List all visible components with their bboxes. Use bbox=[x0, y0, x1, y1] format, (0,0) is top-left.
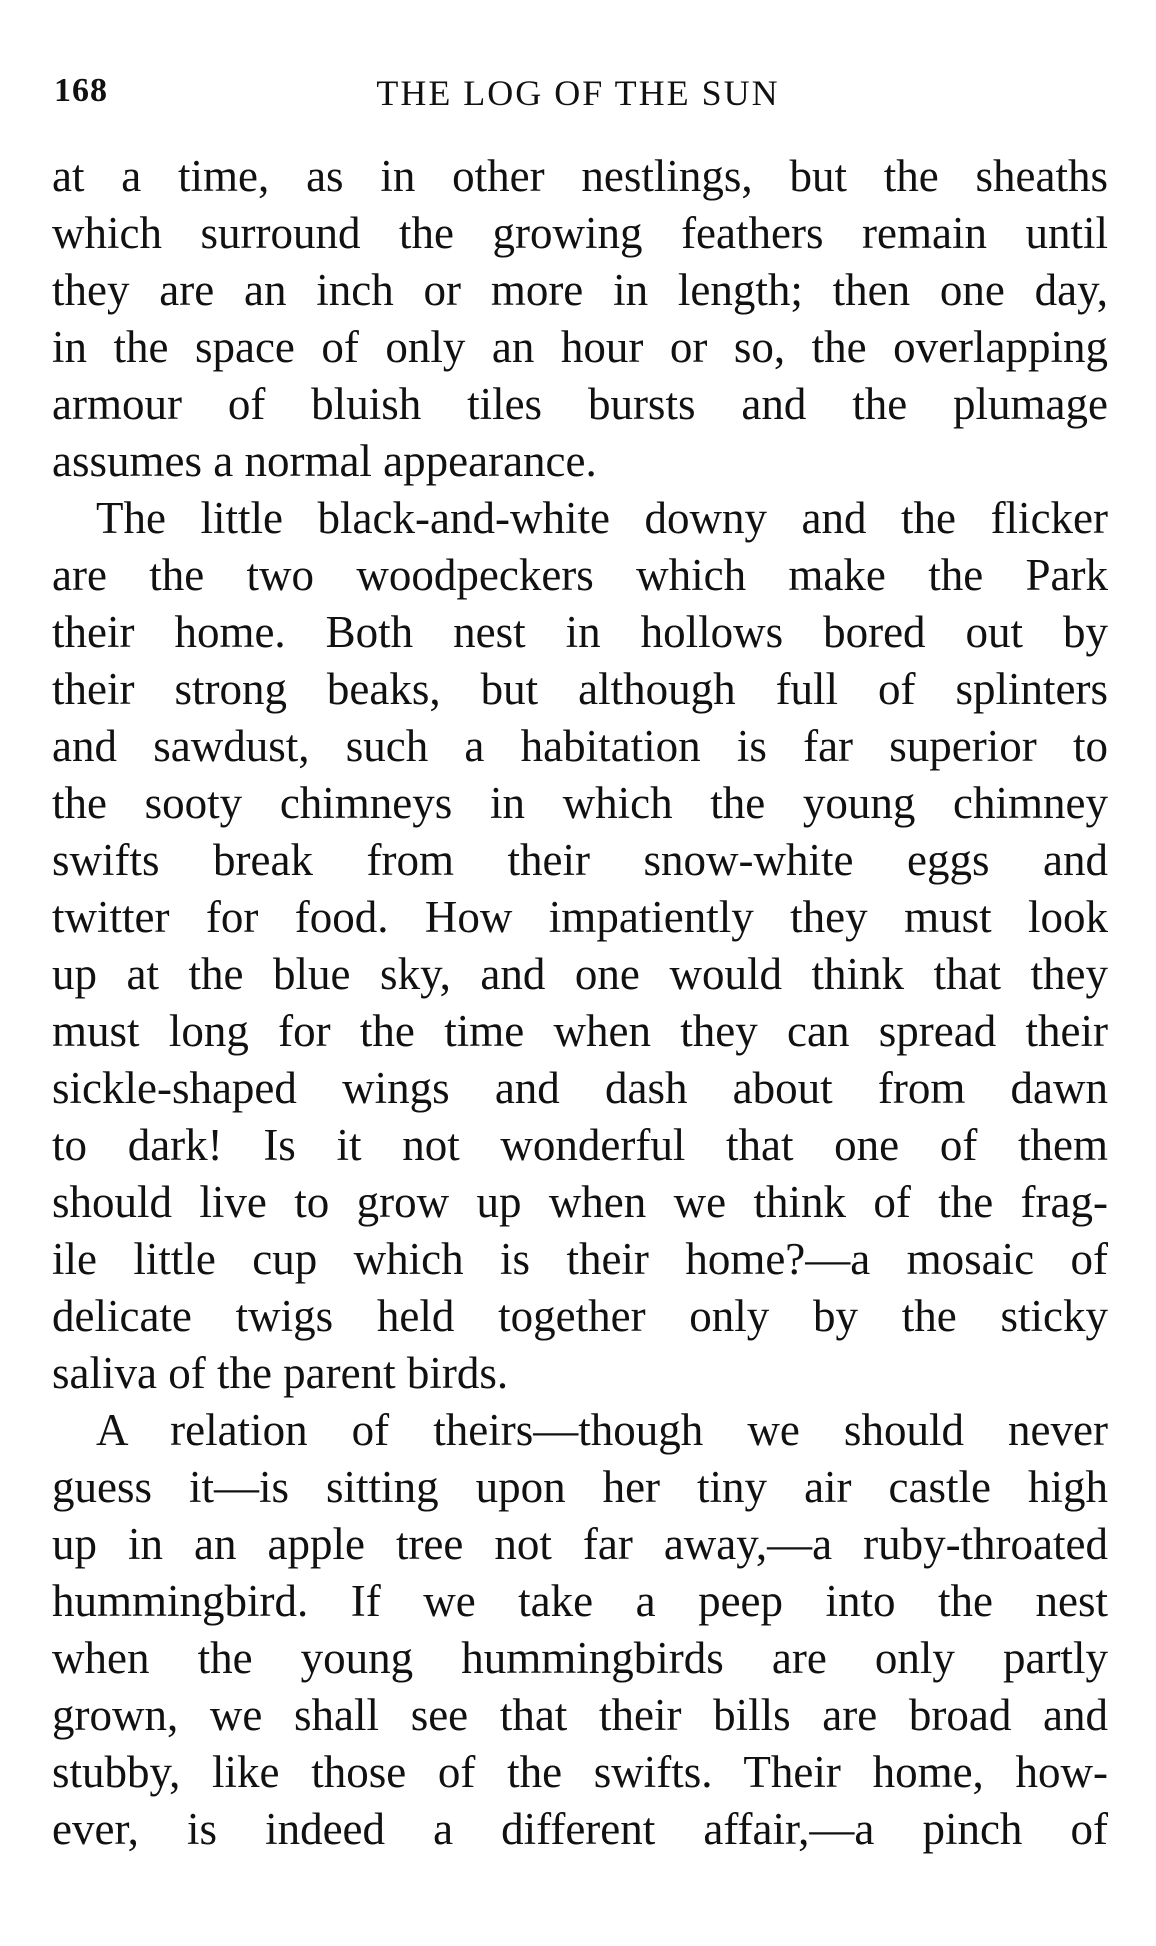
text-line: in the space of only an hour or so, the overlapping bbox=[52, 322, 1108, 372]
text-line: the sooty chimneys in which the young chimney bbox=[52, 778, 1108, 828]
text-line: grown, we shall see that their bills are broad and bbox=[52, 1690, 1108, 1740]
text-line: their home. Both nest in hollows bored out by bbox=[52, 607, 1108, 657]
text-line: at a time, as in other nestlings, but the sheaths bbox=[52, 151, 1108, 201]
text-line: sickle-shaped wings and dash about from dawn bbox=[52, 1063, 1108, 1113]
text-line: guess it—is sitting upon her tiny air castle high bbox=[52, 1462, 1108, 1512]
text-line: are the two woodpeckers which make the Park bbox=[52, 550, 1108, 600]
paragraph-1 bbox=[52, 148, 1108, 490]
text-line: ile little cup which is their home?—a mosaic of bbox=[52, 1234, 1108, 1284]
text-line: to dark! Is it not wonderful that one of them bbox=[52, 1120, 1108, 1170]
text-line: hummingbird. If we take a peep into the nest bbox=[52, 1576, 1108, 1626]
text-line: delicate twigs held together only by the sticky bbox=[52, 1291, 1108, 1341]
text-line: swifts break from their snow-white eggs and bbox=[52, 835, 1108, 885]
text-line: when the young hummingbirds are only partly bbox=[52, 1633, 1108, 1683]
text-line: twitter for food. How impatiently they must look bbox=[52, 892, 1108, 942]
text-line: ever, is indeed a different affair,—a pinch of bbox=[52, 1804, 1108, 1854]
text-line: stubby, like those of the swifts. Their home, how- bbox=[52, 1747, 1108, 1797]
text-line: and sawdust, such a habitation is far superior to bbox=[52, 721, 1108, 771]
book-title: THE LOG OF THE SUN bbox=[376, 73, 780, 113]
text-line: armour of bluish tiles bursts and the plumage bbox=[52, 379, 1108, 429]
page-number: 168 bbox=[54, 72, 108, 109]
text-line: The little black-and-white downy and the flicker bbox=[96, 493, 1108, 543]
paragraph-3 bbox=[52, 1402, 1108, 1858]
body-text bbox=[52, 148, 1108, 1858]
text-line: assumes a normal appearance. bbox=[52, 436, 597, 486]
text-line: must long for the time when they can spread their bbox=[52, 1006, 1108, 1056]
text-line: their strong beaks, but although full of splinters bbox=[52, 664, 1108, 714]
text-line: A relation of theirs—though we should never bbox=[96, 1405, 1108, 1455]
text-line: up in an apple tree not far away,—a ruby-throated bbox=[52, 1519, 1108, 1569]
paragraph-2 bbox=[52, 490, 1108, 1402]
text-line: saliva of the parent birds. bbox=[52, 1348, 509, 1398]
text-line: they are an inch or more in length; then one day, bbox=[52, 265, 1108, 315]
text-line: up at the blue sky, and one would think that they bbox=[52, 949, 1108, 999]
text-line: which surround the growing feathers remain until bbox=[52, 208, 1108, 258]
running-head bbox=[50, 72, 1106, 124]
text-line: should live to grow up when we think of the frag- bbox=[52, 1177, 1108, 1227]
